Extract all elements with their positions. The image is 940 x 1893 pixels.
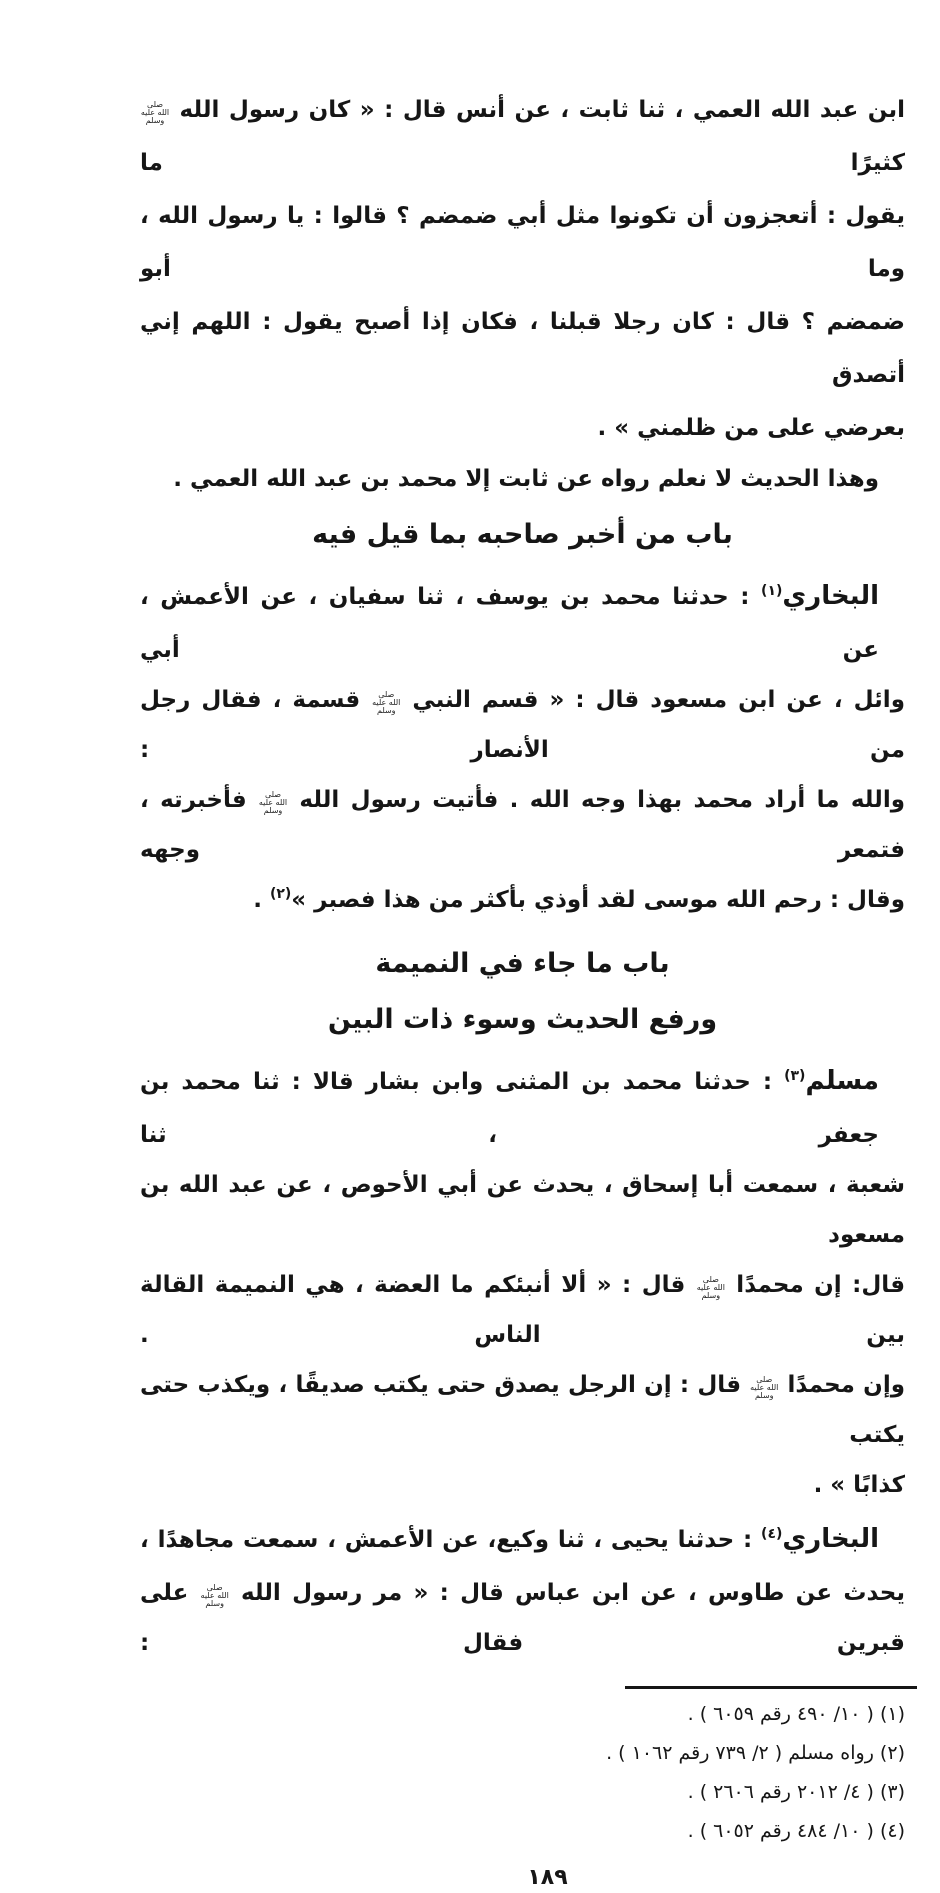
text-line	[140, 84, 905, 190]
footnote-marker: (١)	[761, 583, 783, 599]
line-text: وإن محمدًا	[779, 1372, 905, 1398]
footnote-marker: (٣)	[784, 1068, 806, 1084]
line-text: كثيرًا ما	[140, 150, 905, 176]
line-text: قال : إن الرجل يصدق حتى يكتب صديقًا ، ويكذب حتى يكتب	[140, 1372, 905, 1448]
line-text: والله ما أراد محمد بهذا وجه الله . فأتيت رسول الله	[288, 787, 905, 813]
line-text: : حدثنا محمد بن المثنى وابن بشار قالا : ثنا محمد بن جعفر ، ثنا	[140, 1069, 879, 1148]
text-line	[140, 675, 905, 775]
line-text: قال: إن محمدًا	[725, 1272, 905, 1298]
salawat-symbol: صلى الله عليه وسلم	[372, 690, 401, 715]
salawat-symbol: صلى الله عليه وسلم	[696, 1275, 725, 1300]
footnote-marker: (٤)	[761, 1526, 783, 1542]
source-name: مسلم	[805, 1066, 879, 1096]
chapter-heading-namima-line2: ورفع الحديث وسوء ذات البين	[327, 1004, 718, 1035]
text-line: كذابًا » .	[813, 1472, 905, 1498]
text-line	[140, 571, 905, 675]
footnote: (١) ( ١٠/ ٤٩٠ رقم ٦٠٥٩ ) .	[687, 1703, 905, 1725]
text-line: ضمضم ؟ قال : كان رجلا قبلنا ، فكان إذا أصبح يقول : اللهم إني أتصدق	[140, 309, 905, 388]
line-text: ابن عبد الله العمي ، ثنا ثابت ، عن أنس قال : « كان رسول الله	[170, 97, 905, 123]
text-line	[140, 1260, 905, 1360]
text-line	[140, 775, 905, 875]
hadith-paragraph-bukhari-1	[140, 571, 905, 928]
isnad-comment-paragraph	[140, 455, 905, 503]
footnote-marker: (٢)	[269, 886, 292, 902]
line-text: : حدثنا محمد بن يوسف ، ثنا سفيان ، عن الأعمش ، عن أبي	[140, 584, 879, 663]
line-text: وائل ، عن ابن مسعود قال : « قسم النبي	[401, 687, 905, 713]
text-line: يقول : أتعجزون أن تكونوا مثل أبي ضمضم ؟ قالوا : يا رسول الله ، وما أبو	[140, 203, 905, 282]
text-line: وهذا الحديث لا نعلم رواه عن ثابت إلا محمد بن عبد الله العمي .	[173, 466, 879, 492]
text-line	[140, 1514, 905, 1568]
hadith-paragraph-anas	[140, 84, 905, 455]
line-text: قال : « ألا أنبئكم ما العضة ، هي النميمة القالة بين الناس .	[140, 1272, 905, 1348]
line-text: يحدث عن طاوس ، عن ابن عباس قال : « مر رسول الله	[229, 1580, 905, 1606]
footnotes-section	[140, 1695, 905, 1851]
hadith-paragraph-muslim	[140, 1056, 905, 1510]
line-text: : حدثنا يحيى ، ثنا وكيع، عن الأعمش ، سمعت مجاهدًا ،	[140, 1527, 762, 1553]
footnote-divider	[625, 1686, 917, 1689]
text-line: بعرضي على من ظلمني » .	[597, 415, 905, 441]
salawat-symbol: صلى الله عليه وسلم	[200, 1583, 229, 1608]
page-number: ١٨٩	[527, 1865, 568, 1890]
text-line	[140, 1056, 905, 1160]
footnote: (٢) رواه مسلم ( ٢/ ٧٣٩ رقم ١٠٦٢ ) .	[606, 1742, 905, 1764]
line-text: وقال : رحم الله موسى لقد أوذي بأكثر من هذا فصبر »	[291, 887, 905, 913]
footnote: (٤) ( ١٠/ ٤٨٤ رقم ٦٠٥٢ ) .	[687, 1820, 905, 1842]
text-line	[140, 1568, 905, 1668]
text-line	[140, 1360, 905, 1460]
line-text: على قبرين فقال :	[140, 1580, 905, 1656]
footnote: (٣) ( ٤/ ٢٠١٢ رقم ٢٦٠٦ ) .	[687, 1781, 905, 1803]
hadith-paragraph-bukhari-2	[140, 1514, 905, 1668]
source-name: البخاري	[782, 581, 879, 611]
salawat-symbol: صلى الله عليه وسلم	[750, 1375, 779, 1400]
chapter-heading-akhbar: باب من أخبر صاحبه بما قيل فيه	[312, 519, 733, 550]
line-text: فأخبرته ، فتمعر وجهه	[140, 787, 905, 863]
chapter-heading-namima: باب ما جاء في النميمة	[375, 948, 670, 979]
text-line: شعبة ، سمعت أبا إسحاق ، يحدث عن أبي الأحوص ، عن عبد الله بن مسعود	[140, 1172, 905, 1248]
text-line	[140, 875, 905, 928]
source-name: البخاري	[782, 1524, 879, 1554]
salawat-symbol: صلى الله عليه وسلم	[258, 790, 288, 815]
line-text: قسمة ، فقال رجل من الأنصار :	[140, 687, 905, 763]
salawat-symbol: صلى الله عليه وسلم	[140, 100, 170, 125]
line-text: .	[253, 887, 270, 913]
